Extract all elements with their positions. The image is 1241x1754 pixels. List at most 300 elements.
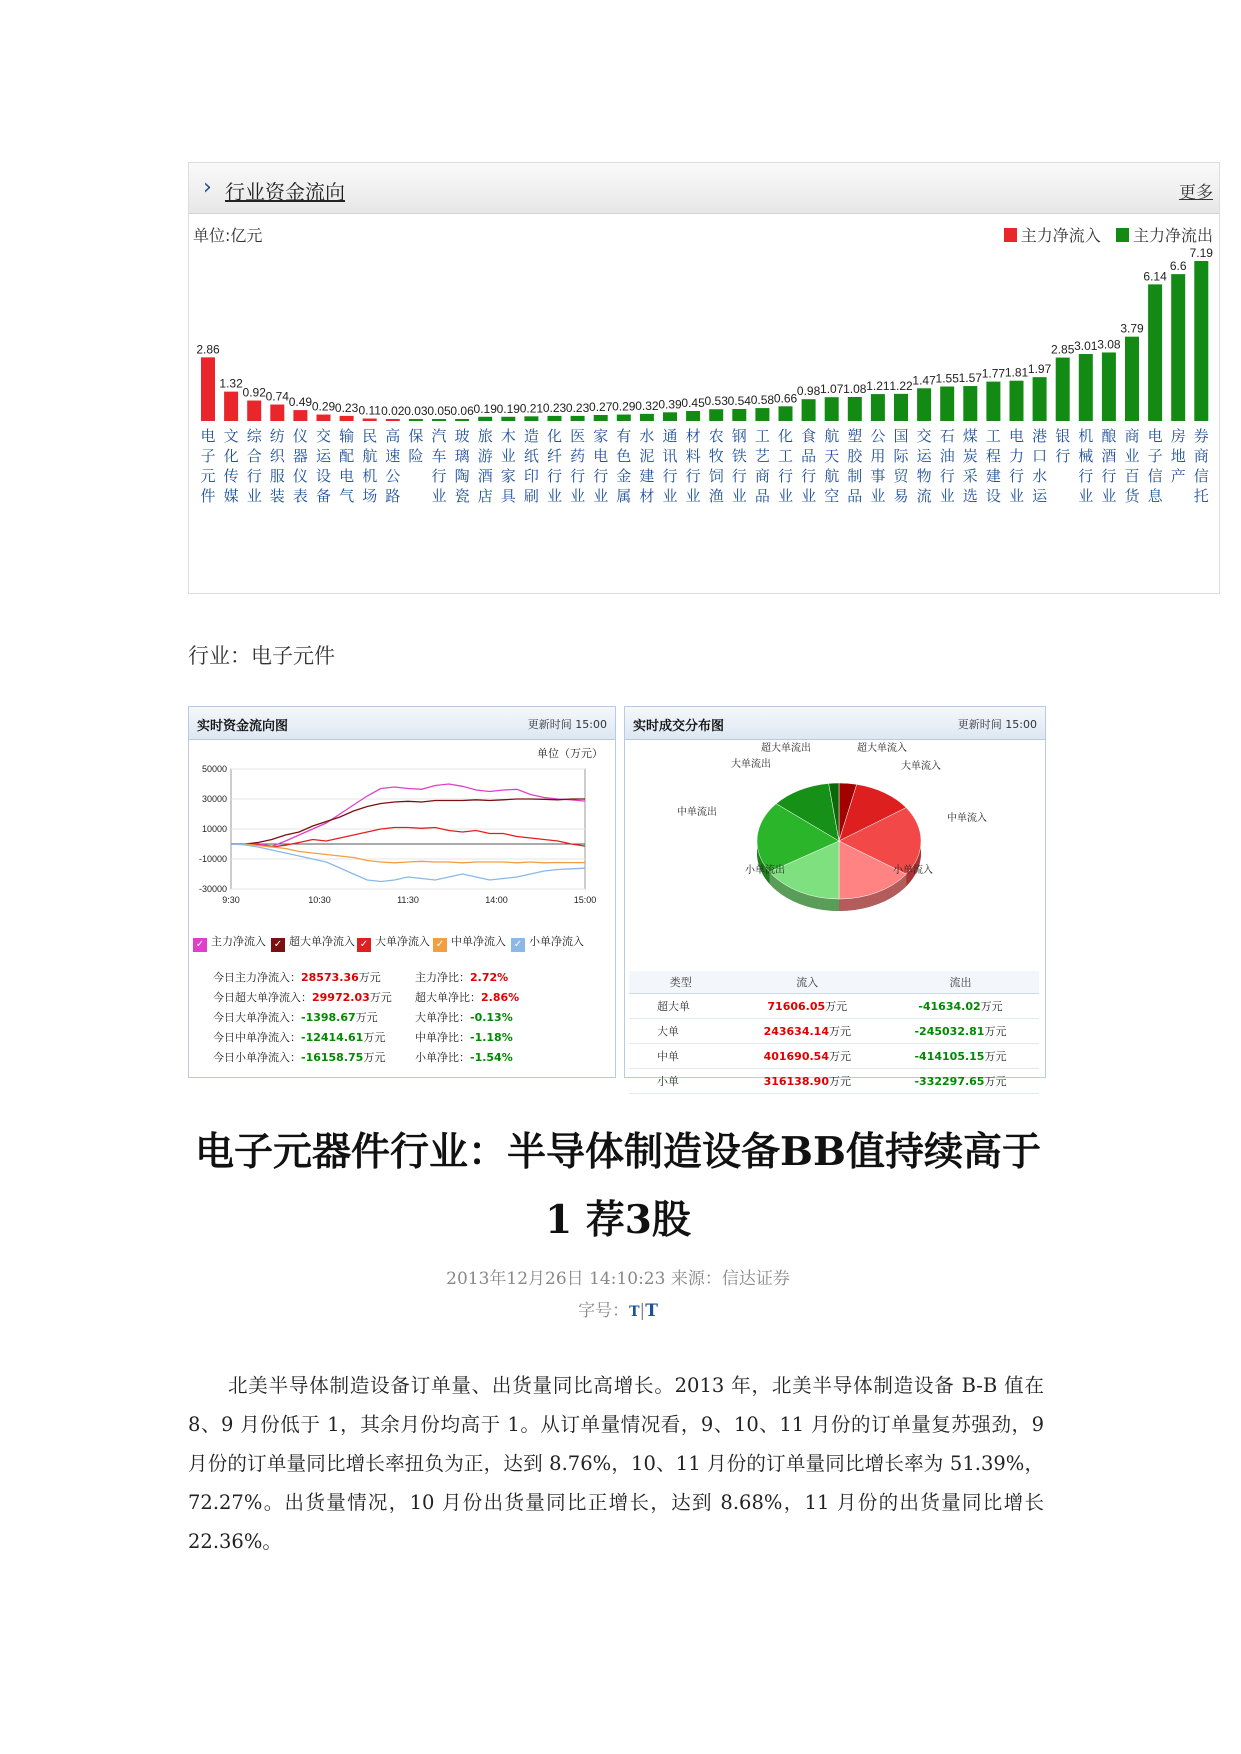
category-label-char: 仪 <box>292 427 308 445</box>
category-label-char: 地 <box>1170 447 1186 465</box>
category-label-char: 商 <box>1193 447 1209 465</box>
value-label: 0.32 <box>635 398 659 413</box>
category-label-char: 电 <box>339 467 355 485</box>
legend-label: 大单净流入 <box>375 935 430 948</box>
bar-旅游酒店 <box>478 417 492 421</box>
category-label-char: 通 <box>662 427 678 445</box>
category-label-char: 行 <box>939 467 955 485</box>
ratio-row <box>415 1009 513 1025</box>
panel-header <box>189 163 1219 214</box>
category-label-char: 器 <box>292 447 308 465</box>
category-label-char: 用 <box>870 447 886 465</box>
outflow-cell: -245032.81万元 <box>882 1019 1039 1044</box>
category-label-char: 酒 <box>1101 447 1117 465</box>
value-label: 0.06 <box>450 404 474 418</box>
font-size-label: 字号： <box>578 1301 630 1321</box>
bar-煤炭采选 <box>963 386 977 421</box>
checkbox-icon[interactable]: ✓ <box>357 938 371 952</box>
stat-row <box>213 969 381 985</box>
type-cell: 中单 <box>629 1044 733 1069</box>
stat-row <box>213 1009 378 1025</box>
category-label-char: 民 <box>362 427 378 445</box>
unit-label: 单位（万元） <box>537 747 603 760</box>
category-label-char: 险 <box>408 447 424 465</box>
checkbox-icon[interactable]: ✓ <box>511 938 525 952</box>
category-label-char: 家 <box>500 467 516 485</box>
stat-label: 今日主力净流入： <box>213 971 301 984</box>
category-label-char: 业 <box>731 487 747 505</box>
checkbox-icon[interactable]: ✓ <box>193 938 207 952</box>
category-label-char: 造 <box>523 427 539 445</box>
stat-value: -16158.75 <box>301 1051 364 1064</box>
y-tick-label: 30000 <box>201 794 227 804</box>
category-label-char: 胶 <box>847 447 863 465</box>
bar-港口水运 <box>1033 377 1047 421</box>
checkbox-icon[interactable]: ✓ <box>433 938 447 952</box>
ratio-label: 小单净比： <box>415 1051 470 1064</box>
category-label-char: 设 <box>985 487 1001 505</box>
category-label-char: 息 <box>1147 487 1163 505</box>
category-label-char: 天 <box>824 447 840 465</box>
value-label: 1.07 <box>820 382 844 397</box>
category-label-char: 业 <box>546 487 563 505</box>
legend-swatch-in <box>1004 228 1017 242</box>
category-label-char: 运 <box>916 447 932 465</box>
category-label-char: 航 <box>362 447 378 465</box>
bar-高速公路 <box>386 419 400 421</box>
bar-公用事业 <box>871 394 885 421</box>
category-label-char: 媒 <box>223 487 239 505</box>
category-label-char: 讯 <box>662 447 678 465</box>
category-label-char: 印 <box>523 467 539 485</box>
pie-label-小单流入: 小单流入 <box>893 865 933 876</box>
value-label: 0.29 <box>612 399 636 414</box>
value-label: 1.08 <box>843 381 867 396</box>
category-label-char: 渔 <box>708 487 724 505</box>
industry-fund-flow-panel <box>188 162 1220 594</box>
ratio-value: -0.13% <box>470 1011 513 1024</box>
x-tick-label: 9:30 <box>222 895 240 905</box>
legend-label: 超大单净流入 <box>289 935 355 948</box>
value-label: 7.19 <box>1189 246 1213 260</box>
category-label-char: 运 <box>315 447 332 465</box>
category-label-char: 行 <box>1055 447 1071 465</box>
bar-水泥建材 <box>640 414 654 421</box>
category-label-char: 石 <box>939 427 955 445</box>
category-label-char: 百 <box>1124 467 1140 485</box>
category-label-char: 煤 <box>962 427 978 445</box>
category-label-char: 制 <box>847 467 863 485</box>
industry-caption: 行业：电子元件 <box>188 644 335 668</box>
category-label-char: 业 <box>1078 487 1094 505</box>
category-label-char: 券 <box>1193 427 1209 445</box>
value-label: 0.27 <box>589 399 613 414</box>
category-label-char: 子 <box>200 447 216 465</box>
bar-化纤行业 <box>548 416 562 421</box>
bar-塑胶制品 <box>848 397 862 421</box>
category-label-char: 属 <box>616 487 632 505</box>
category-label-char: 料 <box>685 447 701 465</box>
category-label-char: 品 <box>847 487 863 505</box>
category-label-char: 装 <box>269 487 285 505</box>
legend-swatch-out <box>1116 228 1129 242</box>
outflow-cell: -414105.15万元 <box>882 1044 1039 1069</box>
ratio-label: 中单净比： <box>415 1031 470 1044</box>
value-label: 6.14 <box>1143 269 1167 284</box>
value-label: 1.21 <box>866 379 890 394</box>
category-label-char: 金 <box>616 467 632 485</box>
bar-商业百货 <box>1125 337 1139 421</box>
y-tick-label: 10000 <box>201 824 227 834</box>
category-label-char: 设 <box>315 467 332 485</box>
category-label-char: 电 <box>1147 427 1163 445</box>
outflow-cell: -41634.02万元 <box>882 994 1039 1019</box>
category-label-char: 业 <box>939 487 955 505</box>
article-title <box>188 1118 1048 1254</box>
value-label: 1.47 <box>912 373 936 388</box>
value-label: 0.39 <box>658 397 682 412</box>
bar-电子元件 <box>201 357 215 421</box>
value-label: 0.49 <box>288 395 313 410</box>
bar-券商信托 <box>1194 261 1208 421</box>
value-label: 2.86 <box>196 342 220 357</box>
category-label-char: 输 <box>339 427 355 445</box>
category-label-char: 合 <box>246 447 262 465</box>
category-label-char: 易 <box>893 487 909 505</box>
title-line-2: 1 荐3股 <box>545 1197 691 1243</box>
col-in: 流入 <box>733 971 882 994</box>
category-label-char: 有 <box>616 427 632 445</box>
category-label-char: 具 <box>500 487 516 505</box>
category-label-char: 配 <box>339 447 355 465</box>
category-label-char: 工 <box>754 427 770 445</box>
category-label-char: 木 <box>500 427 516 445</box>
category-label-char: 油 <box>939 447 955 465</box>
value-label: 0.66 <box>773 391 798 406</box>
stat-row <box>213 1049 385 1065</box>
value-label: 0.53 <box>704 394 728 409</box>
trade-distribution-panel <box>624 706 1046 1088</box>
category-label-char: 泥 <box>639 447 655 465</box>
ratio-label: 超大单净比： <box>415 991 481 1004</box>
category-label-char: 电 <box>200 427 216 445</box>
category-label-char: 牧 <box>708 447 724 465</box>
category-label-char: 织 <box>269 447 285 465</box>
category-label-char: 陶 <box>454 467 470 485</box>
panel-title[interactable]: 行业资金流向 <box>225 180 345 204</box>
category-label-char: 交 <box>916 427 932 445</box>
trade-pie-chart <box>625 741 1045 941</box>
category-label-char: 国 <box>893 427 909 445</box>
legend-item[interactable] <box>193 933 266 952</box>
category-label-char: 药 <box>570 447 586 465</box>
pie-label-大单流出: 大单流出 <box>731 759 771 770</box>
bar-民航机场 <box>363 419 377 421</box>
bar-通讯行业 <box>663 412 677 421</box>
value-label: 0.74 <box>265 389 289 404</box>
category-label-char: 场 <box>362 487 378 505</box>
value-label: 0.98 <box>796 384 821 399</box>
category-label-char: 刷 <box>523 487 539 505</box>
category-label-char: 行 <box>731 467 747 485</box>
category-label-char: 游 <box>477 447 493 465</box>
category-label-char: 纸 <box>523 447 539 465</box>
category-label-char: 材 <box>639 487 655 505</box>
type-cell: 超大单 <box>629 994 733 1019</box>
legend-label: 主力净流入 <box>211 935 266 948</box>
value-label: 1.81 <box>1004 365 1029 380</box>
value-label: 0.92 <box>242 385 266 400</box>
category-label-char: 港 <box>1032 427 1048 445</box>
bar-食品行业 <box>802 399 816 421</box>
stat-unit: 万元 <box>363 1051 386 1064</box>
stat-unit: 万元 <box>355 1011 378 1024</box>
category-label-char: 行 <box>246 467 262 485</box>
value-label: 1.77 <box>981 366 1006 381</box>
category-label-char: 店 <box>477 487 493 505</box>
value-label: 0.23 <box>565 400 590 415</box>
panel-header <box>189 707 615 740</box>
pie-label-中单流出: 中单流出 <box>677 807 717 818</box>
font-small-button[interactable]: T <box>629 1304 640 1320</box>
pie-label-小单流出: 小单流出 <box>745 865 785 876</box>
category-label-char: 业 <box>1101 487 1117 505</box>
category-label-char: 程 <box>985 447 1001 465</box>
ratio-label: 主力净比： <box>415 971 470 984</box>
bar-钢铁行业 <box>732 409 746 421</box>
category-label-char: 运 <box>1032 487 1048 505</box>
category-label-char: 采 <box>962 467 978 485</box>
inflow-cell: 71606.05万元 <box>733 994 882 1019</box>
panel-header <box>625 707 1045 740</box>
category-label-char: 行 <box>1101 467 1117 485</box>
category-label-char: 航 <box>824 467 840 485</box>
category-label-char: 路 <box>385 487 401 505</box>
table-row <box>629 994 1039 1019</box>
realtime-fund-flow-panel <box>188 706 616 1078</box>
value-label: 0.45 <box>681 395 705 410</box>
category-label-char: 信 <box>1193 467 1209 485</box>
inflow-cell: 243634.14万元 <box>733 1019 882 1044</box>
category-label-char: 信 <box>1147 467 1163 485</box>
stat-label: 今日小单净流入： <box>213 1051 301 1064</box>
value-label: 1.55 <box>935 371 959 386</box>
value-label: 1.97 <box>1027 362 1052 377</box>
table-row <box>629 1044 1039 1069</box>
category-label-char: 璃 <box>454 447 470 465</box>
category-label-char: 电 <box>1008 427 1025 445</box>
category-label-char: 件 <box>200 487 216 505</box>
category-label-char: 化 <box>777 427 794 445</box>
bar-房地产 <box>1171 274 1185 421</box>
bar-航天航空 <box>825 397 839 421</box>
pie-label-超大单流入: 超大单流入 <box>857 743 907 754</box>
category-label-char: 际 <box>893 447 909 465</box>
pie-label-大单流入: 大单流入 <box>901 761 941 772</box>
value-label: 0.03 <box>404 404 428 418</box>
bar-石油行业 <box>940 387 954 421</box>
bar-保险 <box>409 419 423 421</box>
bar-仪器仪表 <box>293 410 307 421</box>
category-label-char: 瓷 <box>454 487 470 505</box>
category-label-char: 电 <box>593 447 609 465</box>
category-label-char: 业 <box>870 487 886 505</box>
stat-row <box>213 1029 385 1045</box>
category-label-char: 行 <box>777 467 794 485</box>
ratio-label: 大单净比： <box>415 1011 470 1024</box>
category-label-char: 行 <box>593 467 609 485</box>
category-label-char: 化 <box>546 427 563 445</box>
outflow-cell: -332297.65万元 <box>882 1069 1039 1094</box>
value-label: 3.01 <box>1074 339 1098 354</box>
legend-item[interactable] <box>357 933 430 952</box>
y-tick-label: -30000 <box>198 884 227 894</box>
bar-有色金属 <box>617 415 631 421</box>
trade-table <box>629 971 1039 1094</box>
category-label-char: 医 <box>570 427 586 445</box>
value-label: 2.85 <box>1051 342 1075 357</box>
category-label-char: 文 <box>223 427 239 445</box>
stat-row <box>213 989 392 1005</box>
value-label: 1.57 <box>958 371 982 386</box>
pie-label-超大单流出: 超大单流出 <box>761 743 811 754</box>
x-tick-label: 15:00 <box>573 895 597 905</box>
value-label: 3.08 <box>1097 337 1121 352</box>
category-label-char: 选 <box>962 487 978 505</box>
bar-汽车行业 <box>432 419 446 421</box>
article-body: 北美半导体制造设备订单量、出货量同比高增长。2013 年，北美半导体制造设备 B-B 值在 8、9 月份低于 1，其余月份均高于 1。从订单量情况看，9、10、11 月份的订单量复苏强劲，9 月份的订单量同比增长率扭负为正，达到 8.76%，10、11 月份的订单量同比增长率为 51.39%，72.27%。出货量情况，10 月份出货量同比正增长，达到 8.68%，11 月份的出货量同比增长 22.36%。 <box>188 1374 1045 1553</box>
legend-in: 主力净流入 <box>1020 226 1101 245</box>
category-label-char: 汽 <box>431 427 447 445</box>
bar-银行 <box>1056 358 1070 421</box>
stat-value: 29972.03 <box>312 991 370 1004</box>
value-label: 0.54 <box>727 393 751 408</box>
category-label-char: 色 <box>616 447 632 465</box>
category-label-char: 业 <box>593 487 609 505</box>
category-label-char: 商 <box>754 467 770 485</box>
value-label: 0.02 <box>381 404 405 418</box>
category-label-char: 保 <box>408 427 424 445</box>
category-label-char: 业 <box>801 487 817 505</box>
category-label-char: 品 <box>801 447 817 465</box>
value-label: 0.23 <box>542 400 567 415</box>
legend-item[interactable] <box>271 933 355 952</box>
category-label-char: 饲 <box>708 467 724 485</box>
category-label-char: 行 <box>801 467 817 485</box>
bar-化工行业 <box>779 406 793 421</box>
table-header-row <box>629 971 1039 994</box>
category-label-char: 车 <box>431 447 447 465</box>
legend-label: 小单净流入 <box>529 935 584 948</box>
category-label-char: 炭 <box>962 447 978 465</box>
panel-title: 实时成交分布图 <box>633 719 725 734</box>
category-label-char: 传 <box>223 467 239 485</box>
bar-木业家具 <box>501 417 515 421</box>
category-label-char: 服 <box>269 467 285 485</box>
bar-机械行业 <box>1079 354 1093 421</box>
bar-电子信息 <box>1148 284 1162 421</box>
category-label-char: 玻 <box>454 427 470 445</box>
category-label-char: 品 <box>754 487 770 505</box>
value-label: 0.58 <box>750 393 775 408</box>
stat-unit: 万元 <box>363 1031 386 1044</box>
category-label-char: 业 <box>500 447 516 465</box>
stat-label: 今日超大单净流入： <box>213 991 312 1004</box>
checkbox-icon[interactable]: ✓ <box>271 938 285 952</box>
stat-value: -1398.67 <box>301 1011 356 1024</box>
ratio-row <box>415 989 519 1005</box>
bar-材料行业 <box>686 411 700 421</box>
article-meta: 2013年12月26日 14:10:23 来源：信达证券 <box>446 1269 790 1289</box>
category-label-char: 业 <box>777 487 794 505</box>
category-label-char: 纤 <box>546 447 563 465</box>
category-label-char: 托 <box>1193 487 1209 505</box>
bar-交运物流 <box>917 388 931 421</box>
bar-造纸印刷 <box>524 416 538 421</box>
legend-out: 主力净流出 <box>1132 226 1213 245</box>
bar-电力行业 <box>1010 381 1024 421</box>
category-label-char: 工 <box>985 427 1001 445</box>
industry-bar-chart <box>189 243 1219 583</box>
category-label-char: 商 <box>1124 427 1140 445</box>
value-label: 0.29 <box>311 399 336 414</box>
bar-家电行业 <box>594 415 608 421</box>
category-label-char: 综 <box>246 427 262 445</box>
category-label-char: 公 <box>385 467 401 485</box>
unit-label: 单位:亿元 <box>193 226 263 245</box>
update-time: 更新时间 15:00 <box>957 718 1037 731</box>
category-label-char: 铁 <box>731 447 747 465</box>
font-large-button[interactable]: T <box>645 1301 658 1321</box>
font-sep: | <box>639 1301 646 1321</box>
legend-item[interactable] <box>433 933 506 952</box>
table-row <box>629 1019 1039 1044</box>
title-line-1: 电子元器件行业：半导体制造设备BB值持续高于 <box>195 1129 1041 1175</box>
more-link[interactable]: 更多 <box>1179 183 1213 203</box>
category-label-char: 气 <box>339 487 355 505</box>
category-label-char: 家 <box>593 427 609 445</box>
legend-item[interactable] <box>511 933 584 952</box>
value-label: 1.32 <box>219 376 243 391</box>
col-out: 流出 <box>882 971 1039 994</box>
category-label-char: 业 <box>1008 487 1025 505</box>
category-label-char: 行 <box>570 467 586 485</box>
bar-酿酒行业 <box>1102 352 1116 421</box>
category-label-char: 艺 <box>754 447 770 465</box>
value-label: 0.05 <box>427 404 451 418</box>
category-label-char: 塑 <box>847 427 863 445</box>
category-label-char: 业 <box>431 487 447 505</box>
category-label-char: 事 <box>870 467 886 485</box>
type-cell: 小单 <box>629 1069 733 1094</box>
category-label-char: 高 <box>385 427 401 445</box>
value-label: 0.11 <box>358 403 381 418</box>
category-label-char: 行 <box>1078 467 1094 485</box>
category-label-char: 工 <box>777 447 794 465</box>
category-label-char: 材 <box>685 427 701 445</box>
category-label-char: 业 <box>570 487 586 505</box>
category-label-char: 水 <box>1032 467 1048 485</box>
stat-label: 今日中单净流入： <box>213 1031 301 1044</box>
bar-工艺商品 <box>755 408 769 421</box>
category-label-char: 建 <box>985 467 1001 485</box>
bar-综合行业 <box>247 401 261 421</box>
ratio-value: -1.18% <box>470 1031 513 1044</box>
category-label-char: 银 <box>1055 427 1071 445</box>
value-label: 1.22 <box>889 378 913 393</box>
category-label-char: 食 <box>801 427 817 445</box>
category-label-char: 行 <box>546 467 563 485</box>
